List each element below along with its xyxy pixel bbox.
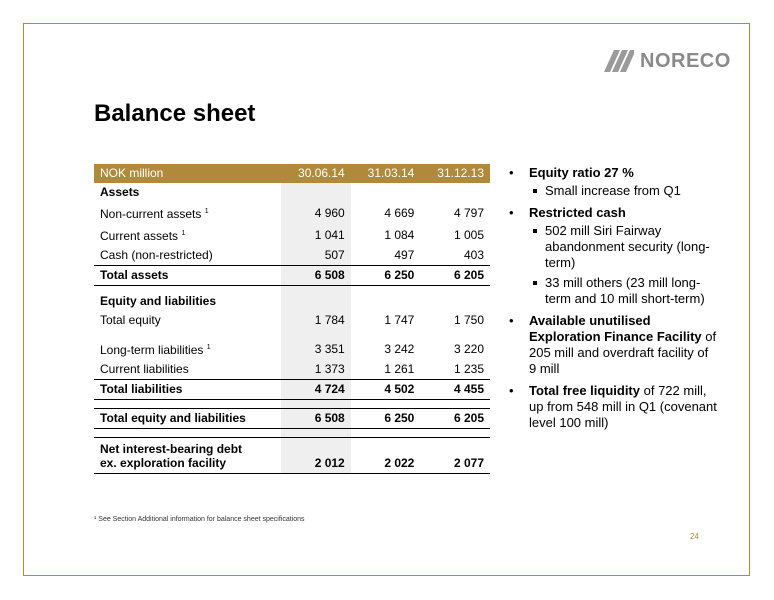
cell: 6 508: [281, 266, 351, 286]
header-cell: 31.03.14: [351, 164, 421, 183]
cell: 6 205: [420, 266, 490, 286]
total-row: [94, 380, 490, 400]
cell: 1 750: [453, 313, 484, 327]
logo-text: NORECO: [640, 49, 731, 72]
sub-bullet-item: 502 mill Siri Fairway abandonment security (long-term): [529, 223, 717, 271]
row-label: Net interest-bearing debt ex. exploration facility: [94, 438, 281, 474]
cell: 4 960: [281, 202, 351, 224]
footnote-marker: 1: [206, 344, 211, 351]
cell: 3 242: [384, 341, 415, 356]
page-number: 24: [690, 532, 699, 541]
header-cell: 30.06.14: [281, 164, 351, 183]
row-label: Cash (non-restricted): [100, 248, 213, 262]
row-label: Total equity: [100, 313, 161, 327]
bullet-item: • Restricted cash 502 mill Siri Fairway abandonment security (long-term) 33 mill others (23 mill long-term and 10 mill short-term): [507, 205, 717, 307]
header-cell: NOK million: [94, 164, 281, 183]
cell: 4 724: [281, 380, 351, 400]
row-label: Total assets: [94, 266, 281, 286]
cell: 6 205: [420, 409, 490, 429]
row-label: Long-term liabilities $^1$: [100, 343, 211, 357]
cell: 6 250: [351, 409, 421, 429]
total-row: [94, 266, 490, 286]
row-label: Current liabilities: [100, 362, 189, 376]
balance-sheet-table: [94, 164, 490, 474]
cell: 2 077: [420, 438, 490, 474]
cell: 4 502: [351, 380, 421, 400]
row-label: Total equity and liabilities: [94, 409, 281, 429]
cell: 403: [463, 248, 484, 262]
bullet-list: [507, 165, 717, 437]
cell: 6 508: [281, 409, 351, 429]
total-row: [94, 409, 490, 429]
bullet-item: • Total free liquidity of 722 mill, up from 548 mill in Q1 (covenant level 100 mill): [507, 383, 717, 431]
cell: 497: [394, 248, 415, 262]
table-row: [94, 224, 490, 246]
cell: 1 261: [384, 362, 415, 376]
cell: 4 797: [453, 205, 484, 220]
section-heading-row: [94, 183, 490, 202]
header-cell: 31.12.13: [420, 164, 490, 183]
row-label: Total liabilities: [94, 380, 281, 400]
section-heading: Assets: [100, 185, 140, 199]
noreco-logo: [604, 48, 731, 74]
total-row: [94, 438, 490, 474]
cell: 2 022: [351, 438, 421, 474]
cell: 4 455: [420, 380, 490, 400]
cell: 1 005: [453, 227, 484, 242]
row-label: Current assets $^1$: [100, 229, 186, 243]
footnote-marker: 1: [181, 230, 186, 237]
table-row: [94, 338, 490, 360]
cell: 6 250: [351, 266, 421, 286]
table-header-row: [94, 164, 490, 183]
page-title: Balance sheet: [94, 100, 256, 127]
cell: 1 041: [281, 224, 351, 246]
table-row: [94, 311, 490, 330]
bullet-item: • Equity ratio 27 % Small increase from Q1: [507, 165, 717, 199]
footnote: ¹ See Section Additional information for balance sheet specifications: [94, 516, 305, 523]
cell: 2 012: [281, 438, 351, 474]
cell: 4 669: [384, 205, 415, 220]
bullet-item: • Available unutilised Exploration Finance Facility of 205 mill and overdraft facility of 9 mill: [507, 313, 717, 377]
footnote-marker: 1: [204, 208, 209, 215]
section-heading: Equity and liabilities: [100, 294, 217, 308]
cell: 1 235: [453, 362, 484, 376]
cell: 3 351: [281, 338, 351, 360]
sub-bullet-item: Small increase from Q1: [529, 183, 717, 199]
section-heading-row: [94, 292, 490, 311]
sub-bullet-item: 33 mill others (23 mill long-term and 10 mill short-term): [529, 275, 717, 307]
cell: 1 747: [384, 313, 415, 327]
table-row: [94, 246, 490, 266]
cell: 1 084: [384, 227, 415, 242]
table-row: [94, 202, 490, 224]
cell: 1 373: [281, 360, 351, 380]
cell: 507: [281, 246, 351, 266]
row-label: Non-current assets $^1$: [100, 207, 209, 221]
logo-stripes-icon: [604, 50, 634, 72]
table-row: [94, 360, 490, 380]
cell: 3 220: [453, 341, 484, 356]
cell: 1 784: [281, 311, 351, 330]
